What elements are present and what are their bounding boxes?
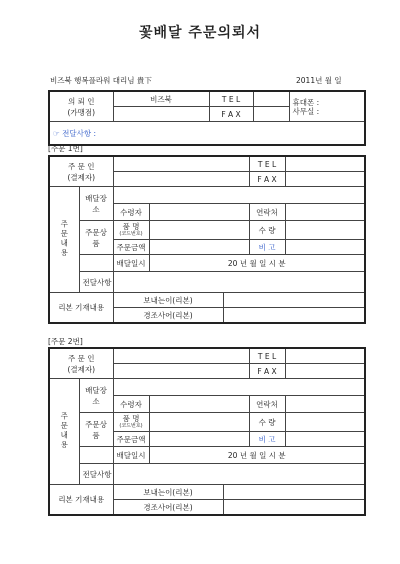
order2-ribbon-sender-field[interactable] xyxy=(223,485,365,500)
order2-message-field[interactable] xyxy=(113,464,365,485)
order2-label: [주문 2번] xyxy=(48,337,83,346)
order1-qty-field[interactable] xyxy=(285,221,365,240)
order2-time-label: 배달일시 xyxy=(113,447,149,464)
order2-goods-label: 주문상품 xyxy=(79,413,113,447)
order1-ribbon-congrats-label: 경조사어(리본) xyxy=(113,308,223,324)
order1-fax-label: F A X xyxy=(249,172,285,187)
order2-contact-field[interactable] xyxy=(285,396,365,413)
order1-label: [주문 1번] xyxy=(48,144,83,153)
order2-tel-label: T E L xyxy=(249,348,285,364)
page-title: 꽃배달 주문의뢰서 xyxy=(138,25,262,41)
order1-orderer-name-2[interactable] xyxy=(113,172,249,187)
order2-orderer-cell: 주 문 인 (결제자) xyxy=(49,348,113,379)
requester-phones[interactable]: 휴대폰 : 사무실 : xyxy=(289,91,365,122)
requester-fax-field[interactable] xyxy=(253,107,289,122)
order1-place-field[interactable] xyxy=(113,187,365,204)
order1-orderer-cell: 주 문 인 (결제자) xyxy=(49,156,113,187)
order1-product-label: 품 명 (코드번호) xyxy=(113,221,149,240)
requester-table xyxy=(48,90,366,146)
order1-place-label: 배달장소 xyxy=(79,187,113,221)
order2-ribbon-sender-label: 보내는이(리본) xyxy=(113,485,223,500)
order2-content-label: 주문내용 xyxy=(49,379,79,485)
order1-ribbon-label: 리본 기재내용 xyxy=(49,293,113,324)
order2-product-field[interactable] xyxy=(149,413,249,432)
order2-message-label: 전달사항 xyxy=(79,464,113,485)
requester-fax-label: F A X xyxy=(209,107,253,122)
requester-label-cell: 의 뢰 인 (가맹점) xyxy=(49,91,113,122)
order1-content-label: 주문내용 xyxy=(49,187,79,293)
order1-blank xyxy=(79,255,113,272)
order2-datetime[interactable]: 20 년 월 일 시 분 xyxy=(149,447,365,464)
order2-product-label: 품 명 (코드번호) xyxy=(113,413,149,432)
order1-note-field[interactable] xyxy=(285,240,365,255)
order1-fax-field[interactable] xyxy=(285,172,365,187)
order2-blank xyxy=(79,447,113,464)
order2-place-field[interactable] xyxy=(113,379,365,396)
order1-message-field[interactable] xyxy=(113,272,365,293)
order1-recipient-label: 수령자 xyxy=(113,204,149,221)
order2-place-label: 배달장소 xyxy=(79,379,113,413)
order2-ribbon-label: 리본 기재내용 xyxy=(49,485,113,516)
order1-ribbon-congrats-field[interactable] xyxy=(223,308,365,324)
requester-tel-label: T E L xyxy=(209,91,253,107)
order1-contact-label: 연락처 xyxy=(249,204,285,221)
order1-message-label: 전달사항 xyxy=(79,272,113,293)
note-marker-icon: ☞ xyxy=(53,128,60,138)
requester-note-label: 전달사항 : xyxy=(62,128,97,138)
order2-qty-field[interactable] xyxy=(285,413,365,432)
order1-contact-field[interactable] xyxy=(285,204,365,221)
order2-fax-field[interactable] xyxy=(285,364,365,379)
order1-table xyxy=(48,155,366,324)
order1-tel-label: T E L xyxy=(249,156,285,172)
order1-ribbon-sender-label: 보내는이(리본) xyxy=(113,293,223,308)
order1-amount-label: 주문금액 xyxy=(113,240,149,255)
order1-datetime[interactable]: 20 년 월 일 시 분 xyxy=(149,255,365,272)
order2-contact-label: 연락처 xyxy=(249,396,285,413)
order1-note-label: 비 고 xyxy=(249,240,285,255)
order2-qty-label: 수 량 xyxy=(249,413,285,432)
order1-amount-field[interactable] xyxy=(149,240,249,255)
order2-ribbon-congrats-field[interactable] xyxy=(223,500,365,516)
order2-table xyxy=(48,347,366,516)
order1-qty-label: 수 량 xyxy=(249,221,285,240)
order2-note-field[interactable] xyxy=(285,432,365,447)
order1-recipient-field[interactable] xyxy=(149,204,249,221)
requester-name-2[interactable] xyxy=(113,107,209,122)
order2-amount-field[interactable] xyxy=(149,432,249,447)
recipient-header: 비즈북 행복플라워 대리님 貴下 xyxy=(50,76,152,85)
date-header: 2011년 월 일 xyxy=(296,76,342,85)
order2-tel-field[interactable] xyxy=(285,348,365,364)
order2-fax-label: F A X xyxy=(249,364,285,379)
order2-note-label: 비 고 xyxy=(249,432,285,447)
requester-note-row[interactable] xyxy=(49,122,365,146)
order2-ribbon-congrats-label: 경조사어(리본) xyxy=(113,500,223,516)
requester-name[interactable]: 비즈북 xyxy=(113,91,209,107)
order1-tel-field[interactable] xyxy=(285,156,365,172)
order1-ribbon-sender-field[interactable] xyxy=(223,293,365,308)
order1-orderer-name[interactable] xyxy=(113,156,249,172)
order1-product-field[interactable] xyxy=(149,221,249,240)
order2-orderer-name[interactable] xyxy=(113,348,249,364)
order2-recipient-field[interactable] xyxy=(149,396,249,413)
order1-goods-label: 주문상품 xyxy=(79,221,113,255)
order2-recipient-label: 수령자 xyxy=(113,396,149,413)
requester-tel-field[interactable] xyxy=(253,91,289,107)
order2-amount-label: 주문금액 xyxy=(113,432,149,447)
order1-time-label: 배달일시 xyxy=(113,255,149,272)
order2-orderer-name-2[interactable] xyxy=(113,364,249,379)
